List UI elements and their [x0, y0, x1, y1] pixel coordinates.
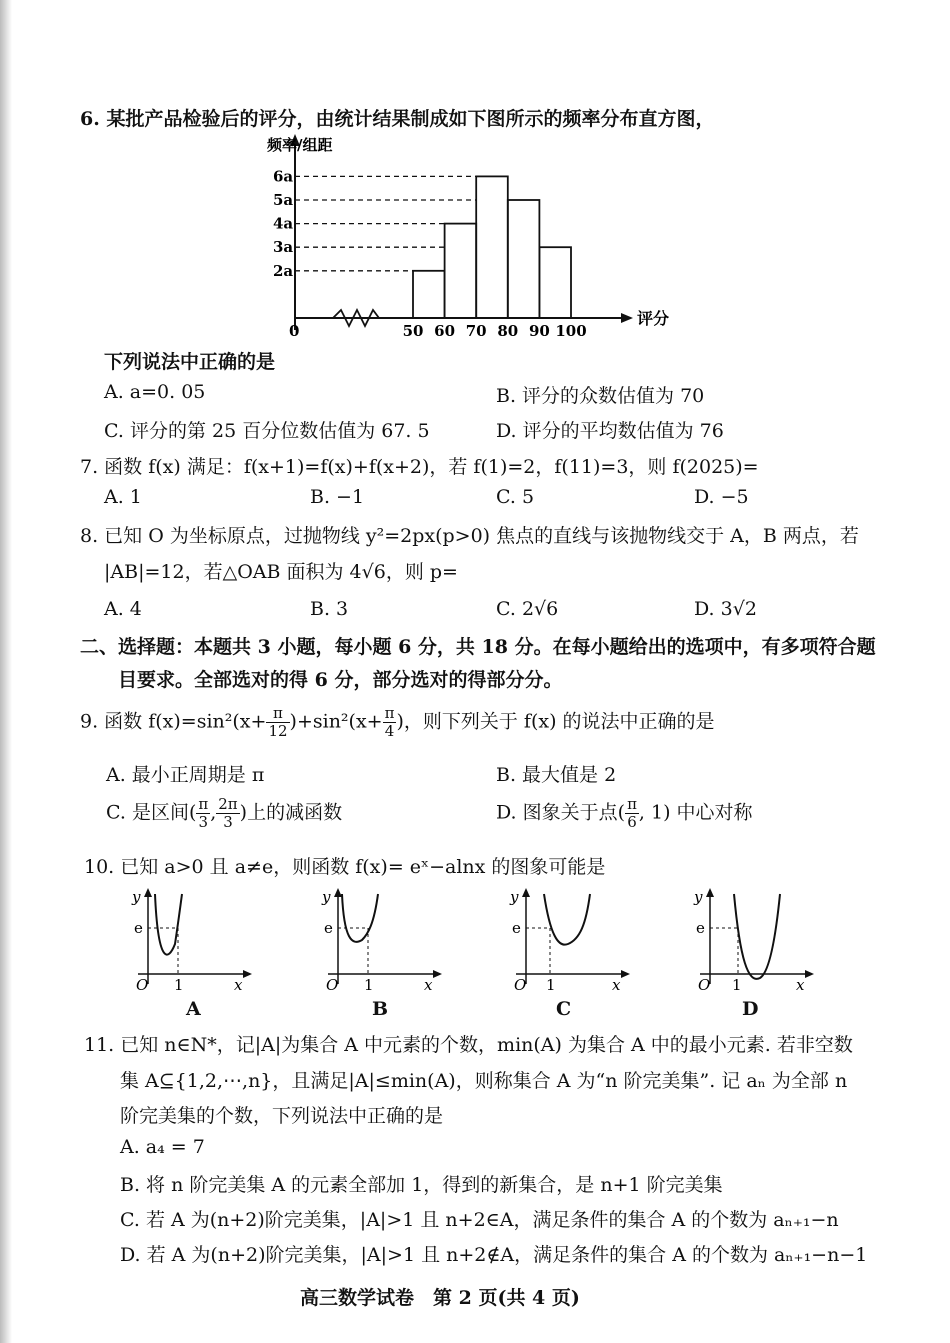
graph-c: [506, 884, 636, 994]
y-tick-label: 2a: [273, 261, 294, 280]
q11-line2: 集 A⊆{1,2,⋯,n}，且满足|A|≤min(A)，则称集合 A 为“n 阶完美集”. 记 aₙ 为全部 n: [120, 1070, 848, 1092]
histogram-bar-70-80: [476, 176, 508, 318]
fraction-pi-4: $\frac{\pi}{4}$: [384, 704, 395, 740]
graph-b: [318, 884, 448, 994]
q6-option-b: B. 评分的众数估值为 70: [496, 385, 705, 407]
q9-option-c: C. 是区间( $\frac{\pi}{3}$ , $\frac{2\pi}{3}$ )上的减函数: [106, 795, 343, 831]
x-tick-label: 100: [555, 322, 587, 340]
svg-text:y: y: [694, 888, 703, 906]
graph-d: [690, 884, 820, 994]
page-footer: 高三数学试卷 第 2 页(共 4 页): [300, 1287, 580, 1309]
q10-stem: 10. 已知 a>0 且 a≠e，则函数 f(x)= eˣ−alnx 的图象可能是: [84, 856, 606, 878]
svg-text:e: e: [696, 919, 705, 937]
svg-text:e: e: [324, 919, 333, 937]
svg-text:1: 1: [732, 976, 742, 994]
y-tick-label: 6a: [273, 167, 294, 186]
histogram-bar-90-100: [539, 247, 571, 318]
q8-stem-line1: 8. 已知 O 为坐标原点，过抛物线 y²=2px(p>0) 焦点的直线与该抛物线交于 A，B 两点，若: [80, 525, 859, 547]
q9-option-a: A. 最小正周期是 π: [106, 764, 265, 786]
svg-text:O: O: [136, 976, 149, 994]
svg-text:O: O: [514, 976, 527, 994]
svg-text:1: 1: [364, 976, 374, 994]
svg-text:1: 1: [174, 976, 184, 994]
x-tick-label: 90: [528, 322, 550, 340]
q6-option-a: A. a=0. 05: [104, 381, 206, 403]
x-axis-arrow: [621, 313, 633, 323]
x-tick-label: 50: [402, 322, 424, 340]
q9-option-d: D. 图象关于点( $\frac{\pi}{6}$ , 1) 中心对称: [496, 795, 753, 831]
svg-text:O: O: [698, 976, 711, 994]
graph-a-label: A: [186, 998, 201, 1020]
q9-stem: 9. 函数 f(x)=sin²(x+ $\frac{\pi}{12}$ )+sin²(x+ $\frac{\pi}{4}$ )，则下列关于 f(x) 的说法中正确的是: [80, 704, 715, 740]
origin-label: 0: [289, 322, 300, 340]
graph-b-label: B: [372, 998, 389, 1020]
q8-option-a: A. 4: [104, 598, 142, 620]
svg-text:y: y: [510, 888, 519, 906]
q11-line3: 阶完美集的个数，下列说法中正确的是: [120, 1105, 444, 1127]
x-tick-label: 60: [434, 322, 456, 340]
q11-option-d: D. 若 A 为(n+2)阶完美集，|A|>1 且 n+2∉A，满足条件的集合 A 的个数为 aₙ₊₁−n−1: [120, 1244, 868, 1266]
q11-option-b: B. 将 n 阶完美集 A 的元素全部加 1，得到的新集合，是 n+1 阶完美集: [120, 1174, 723, 1196]
scan-edge: [0, 0, 12, 1343]
svg-text:O: O: [326, 976, 339, 994]
y-tick-label: 3a: [273, 238, 294, 257]
y-tick-label: 5a: [273, 191, 294, 209]
x-tick-label: 70: [465, 322, 487, 340]
q11-option-c: C. 若 A 为(n+2)阶完美集，|A|>1 且 n+2∈A，满足条件的集合 A 的个数为 aₙ₊₁−n: [120, 1209, 839, 1231]
svg-text:x: x: [234, 976, 243, 994]
histogram-bar-80-90: [508, 200, 540, 318]
q7-option-b: B. −1: [310, 486, 365, 508]
q6-stem: 6. 某批产品检验后的评分，由统计结果制成如下图所示的频率分布直方图，: [80, 108, 715, 130]
svg-text:x: x: [612, 976, 621, 994]
graph-d-label: D: [742, 998, 759, 1020]
histogram-bar-50-60: [413, 271, 445, 318]
histogram: [265, 130, 685, 345]
y-axis-label: 频率/组距: [267, 136, 333, 154]
svg-text:1: 1: [546, 976, 556, 994]
q7-option-a: A. 1: [104, 486, 142, 508]
q7-stem: 7. 函数 f(x) 满足：f(x+1)=f(x)+f(x+2)，若 f(1)=2，f(11)=3，则 f(2025)=: [80, 456, 759, 478]
q7-option-d: D. −5: [694, 486, 749, 508]
q11-line1: 11. 已知 n∈N*，记|A|为集合 A 中元素的个数，min(A) 为集合 A 中的最小元素. 若非空数: [84, 1034, 853, 1056]
q11-option-a: A. a₄ = 7: [120, 1136, 205, 1158]
y-tick-label: 4a: [273, 214, 294, 233]
q6-option-d: D. 评分的平均数估值为 76: [496, 420, 724, 442]
x-axis-label: 评分: [637, 309, 670, 328]
section2-line1: 二、选择题：本题共 3 小题，每小题 6 分，共 18 分。在每小题给出的选项中，有多项符合题: [80, 636, 876, 658]
svg-text:e: e: [134, 919, 143, 937]
q7-option-c: C. 5: [496, 486, 535, 508]
q8-stem-line2: |AB|=12，若△OAB 面积为 4√6，则 p=: [104, 561, 458, 583]
q8-option-d: D. 3√2: [694, 598, 757, 620]
svg-text:e: e: [512, 919, 521, 937]
fraction-pi-12: $\frac{\pi}{12}$: [268, 704, 288, 740]
graph-a: [128, 884, 258, 994]
q6-option-c: C. 评分的第 25 百分位数估值为 67. 5: [104, 420, 430, 442]
svg-text:y: y: [322, 888, 331, 906]
histogram-bar-60-70: [445, 224, 477, 318]
svg-text:x: x: [796, 976, 805, 994]
section2-line2: 目要求。全部选对的得 6 分，部分选对的得部分分。: [118, 669, 563, 691]
q6-prompt: 下列说法中正确的是: [104, 351, 276, 373]
q8-option-b: B. 3: [310, 598, 349, 620]
svg-text:x: x: [424, 976, 433, 994]
q8-option-c: C. 2√6: [496, 598, 559, 620]
svg-text:y: y: [132, 888, 141, 906]
x-tick-label: 80: [497, 322, 519, 340]
graph-c-label: C: [556, 998, 572, 1020]
q9-option-b: B. 最大值是 2: [496, 764, 617, 786]
